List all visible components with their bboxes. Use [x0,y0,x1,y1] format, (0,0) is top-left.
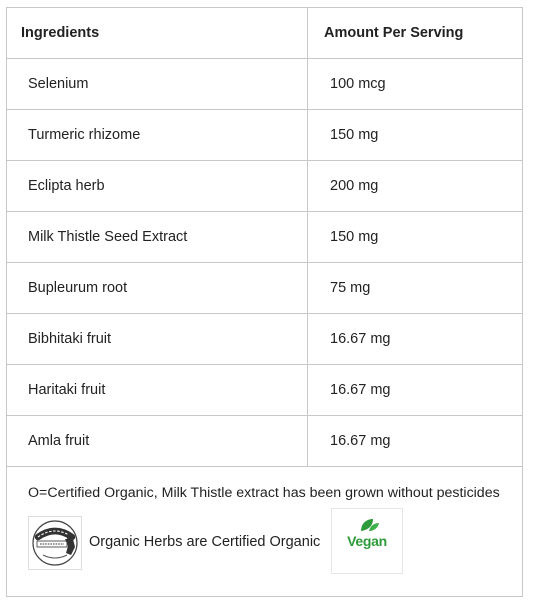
ingredient-name: Eclipta herb [7,161,308,212]
certified-organic-footnote: O=Certified Organic, Milk Thistle extract has been grown without pesticides [28,485,500,501]
ingredient-name: Selenium [7,59,308,110]
organic-certified-logo-icon [28,516,82,570]
vegan-label: Vegan [347,533,387,549]
ingredient-name: Haritaki fruit [7,365,308,416]
ingredient-name: Bibhitaki fruit [7,314,308,365]
table-row [7,59,522,110]
table-row [7,314,522,365]
ingredient-name: Turmeric rhizome [7,110,308,161]
vegan-logo-icon [331,508,403,574]
table-row [7,212,522,263]
ingredient-name: Amla fruit [7,416,308,467]
table-row [7,110,522,161]
table-row [7,161,522,212]
ingredients-table [7,8,522,467]
ingredient-name: Bupleurum root [7,263,308,314]
supplement-facts-table [6,7,523,597]
ingredient-amount: 16.67 mg [308,365,523,416]
table-row [7,416,522,467]
ingredient-amount: 150 mg [308,110,523,161]
header-ingredients: Ingredients [7,8,308,59]
ingredient-amount: 75 mg [308,263,523,314]
header-amount-per-serving: Amount Per Serving [308,8,523,59]
ingredient-amount: 100 mcg [308,59,523,110]
ingredient-amount: 150 mg [308,212,523,263]
table-row [7,263,522,314]
table-footer [7,467,522,595]
ingredient-amount: 200 mg [308,161,523,212]
ingredient-amount: 16.67 mg [308,314,523,365]
table-row [7,365,522,416]
ingredient-amount: 16.67 mg [308,416,523,467]
table-header-row [7,8,522,59]
vegan-leaf-icon [358,517,380,533]
organic-herbs-statement: Organic Herbs are Certified Organic [89,534,321,550]
ingredient-name: Milk Thistle Seed Extract [7,212,308,263]
organic-seal-icon [29,517,81,569]
